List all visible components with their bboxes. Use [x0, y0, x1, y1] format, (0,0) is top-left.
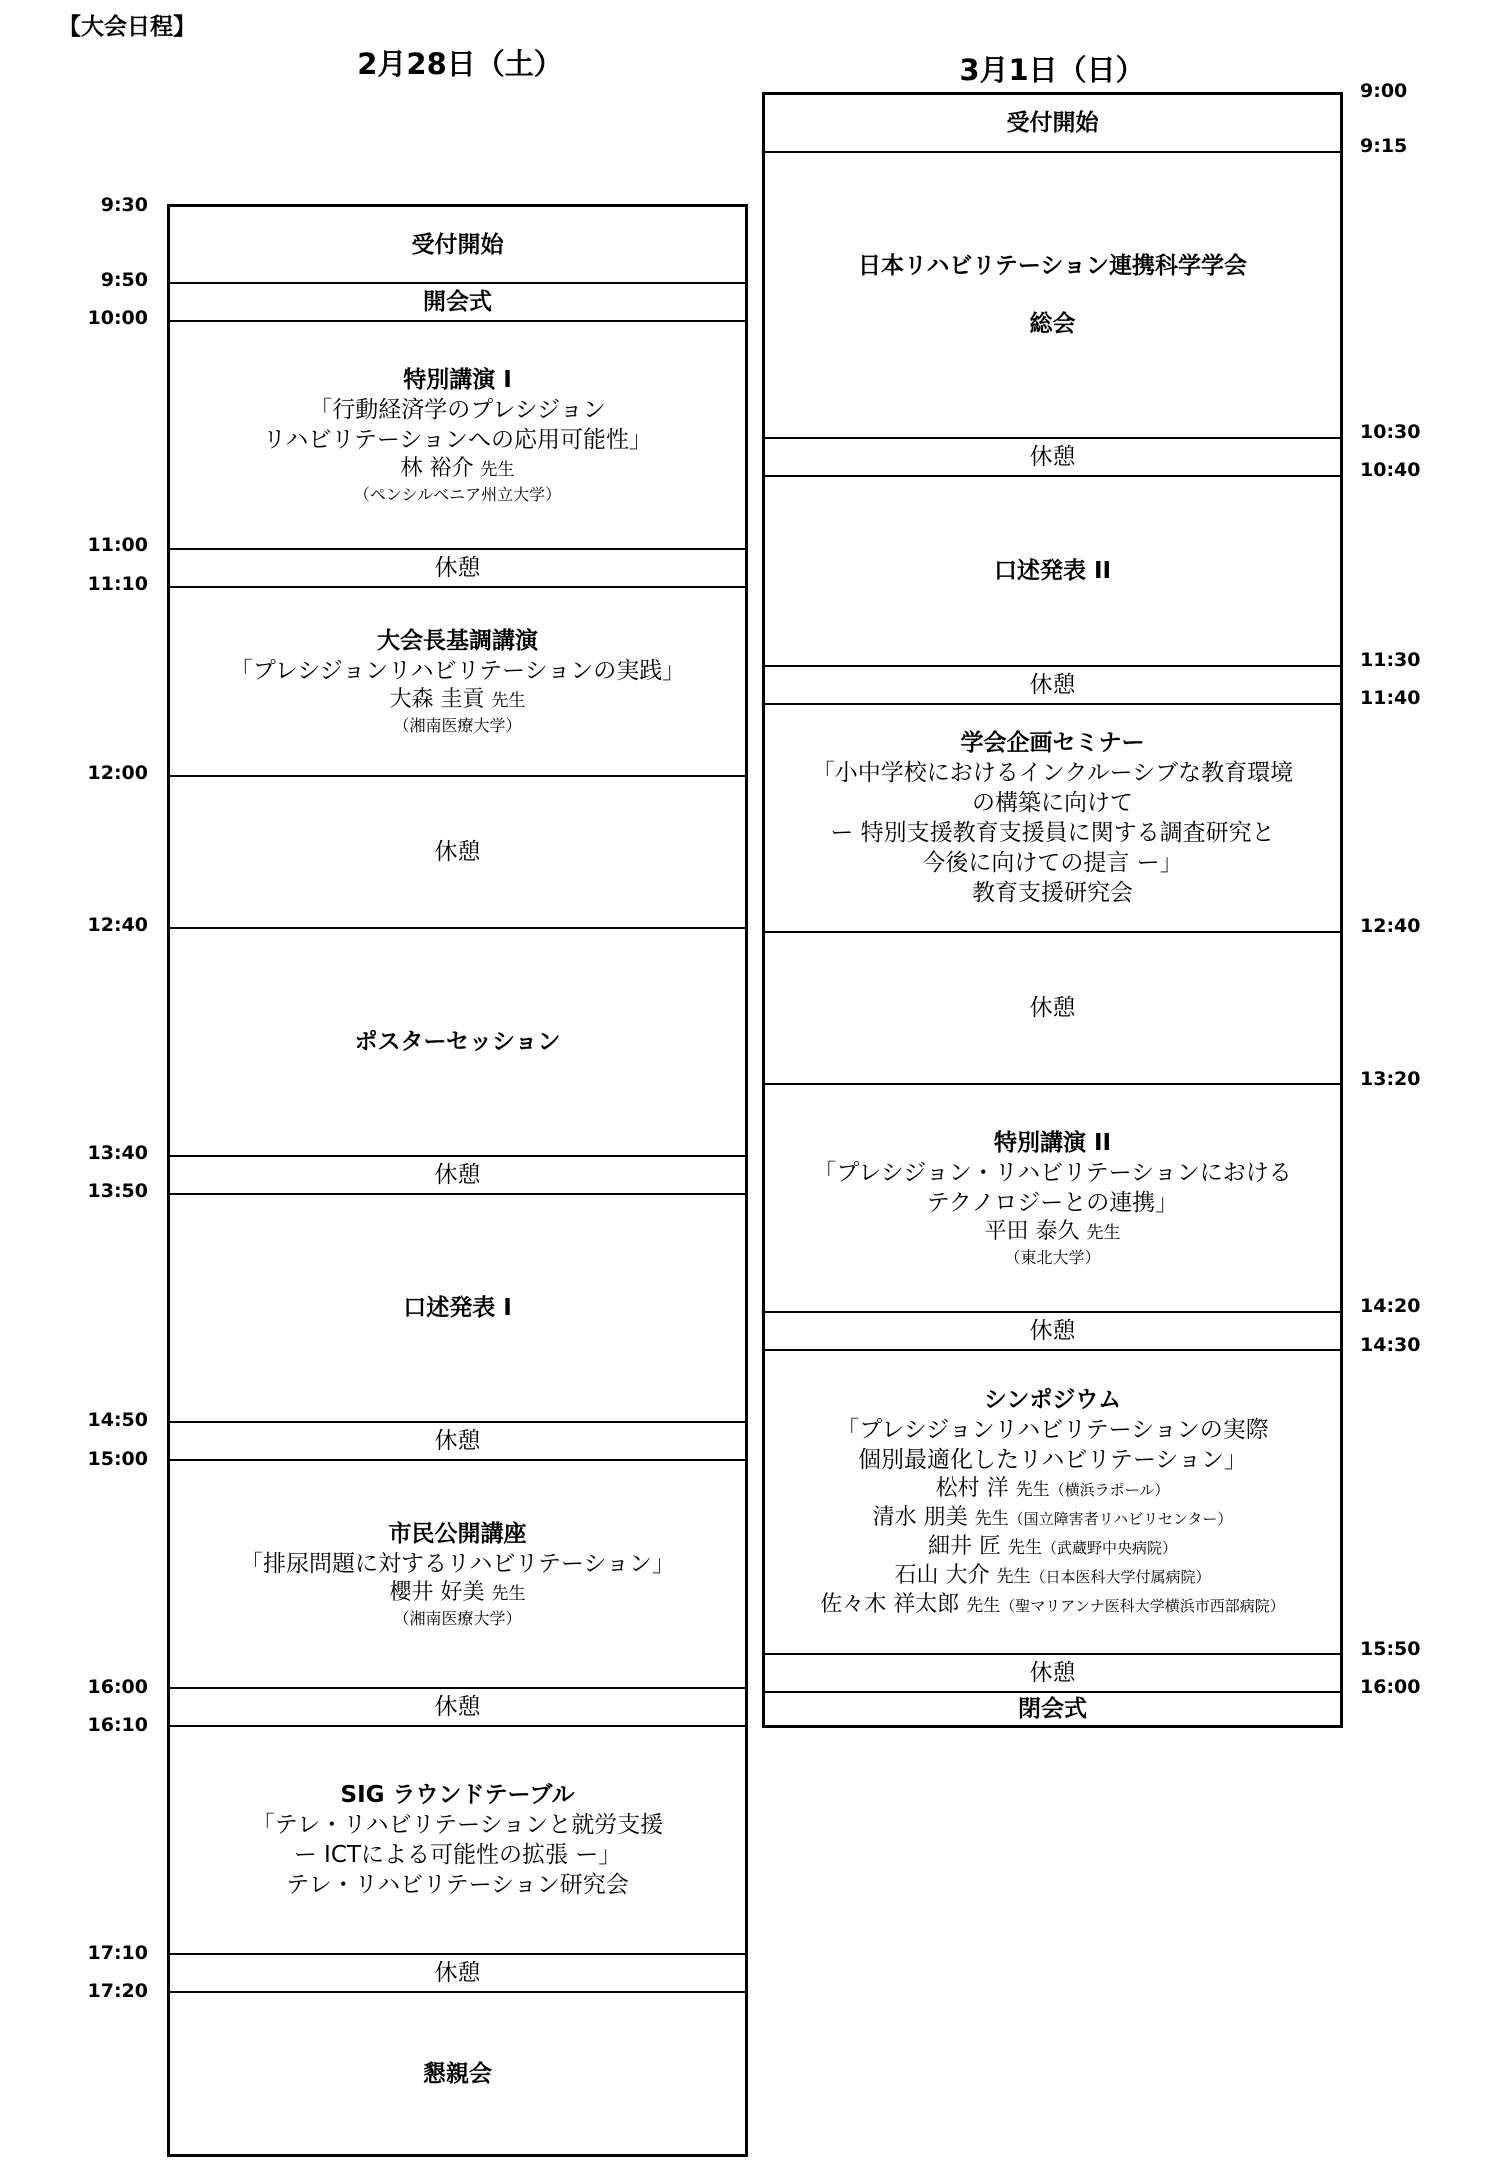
day2-time: 14:30 [1360, 1334, 1421, 1356]
day2-time: 12:40 [1360, 915, 1421, 937]
speaker-affiliation: （横浜ラポール） [1049, 1480, 1170, 1499]
break-block [765, 665, 1340, 703]
day2-time: 15:50 [1360, 1638, 1421, 1660]
speaker-name: 清水 朋美 [872, 1504, 968, 1530]
society-seminar-line3: ー 特別支援教育支援員に関する調査研究と [830, 820, 1275, 846]
sig-roundtable-title: SIG ラウンドテーブル [340, 1782, 575, 1808]
day1-reception-label: 受付開始 [411, 231, 504, 258]
day1-schedule [167, 204, 748, 2157]
symposium-speaker [820, 1591, 1284, 1620]
general-meeting-line1: 日本リハビリテーション連携科学学会 [858, 253, 1247, 279]
social-gathering-block [170, 1991, 745, 2154]
speaker-suffix: 先生 [1086, 1222, 1121, 1243]
speaker-name: 細井 匠 [927, 1533, 1001, 1559]
day2-time: 10:40 [1360, 459, 1421, 481]
day1-time: 9:50 [100, 269, 148, 291]
break-label: 休憩 [434, 555, 481, 581]
society-seminar-block [765, 703, 1340, 931]
day1-time: 11:10 [87, 573, 148, 595]
special-lecture-1-line2: リハビリテーションへの応用可能性」 [263, 426, 652, 453]
society-seminar-title: 学会企画セミナー [960, 730, 1145, 756]
speaker-suffix: 先生 [491, 1583, 526, 1604]
speaker-affiliation: （ペンシルベニア州立大学） [353, 484, 562, 504]
special-lecture-1-block [170, 320, 745, 548]
break-label: 休憩 [434, 1694, 481, 1720]
day1-time: 12:40 [87, 914, 148, 936]
speaker-name: 林 裕介 [400, 455, 474, 481]
break-block [170, 1953, 745, 1991]
public-lecture-block [170, 1459, 745, 1687]
day2-header: 3月1日（日） [959, 53, 1145, 87]
speaker-affiliation: （湘南医療大学） [393, 716, 522, 735]
day1-time: 16:10 [87, 1714, 148, 1736]
break-label: 休憩 [434, 1428, 481, 1454]
day1-time: 13:40 [87, 1142, 148, 1164]
oral-presentation-2-block [765, 475, 1340, 665]
public-lecture-line1: 「排尿問題に対するリハビリテーション」 [240, 1550, 675, 1577]
day2-schedule [762, 92, 1343, 1728]
speaker-name: 平田 泰久 [984, 1218, 1080, 1244]
society-seminar-line4: 今後に向けての提言 ー」 [922, 850, 1183, 876]
day2-reception-label: 受付開始 [1006, 110, 1099, 136]
sig-roundtable-line2: ー ICTによる可能性の拡張 ー」 [293, 1842, 622, 1868]
general-meeting-line2: 総会 [1029, 311, 1076, 337]
speaker-affiliation: （国立障害者リハビリセンター） [1008, 1509, 1233, 1528]
break-block [170, 1687, 745, 1725]
day2-time: 16:00 [1360, 1676, 1421, 1698]
special-lecture-2-title: 特別講演 II [993, 1129, 1112, 1156]
break-block [765, 931, 1340, 1083]
day1-time: 12:00 [87, 762, 148, 784]
speaker-affiliation: （東北大学） [1004, 1247, 1101, 1267]
special-lecture-1-title: 特別講演 I [403, 366, 512, 393]
speaker [390, 1579, 526, 1608]
society-seminar-line1: 「小中学校におけるインクルーシブな教育環境 [811, 760, 1294, 786]
speaker-name: 大森 圭貢 [389, 687, 485, 712]
closing-ceremony-block [765, 1691, 1340, 1725]
break-block [765, 437, 1340, 475]
day2-time: 10:30 [1360, 421, 1421, 443]
keynote-block [170, 586, 745, 775]
speaker [390, 686, 526, 715]
sig-roundtable-block [170, 1725, 745, 1953]
break-block [170, 1155, 745, 1193]
special-lecture-2-line2: テクノロジーとの連携」 [926, 1189, 1179, 1216]
break-label: 休憩 [434, 839, 481, 865]
day2-time: 14:20 [1360, 1295, 1421, 1317]
speaker [985, 1218, 1121, 1247]
day1-opening-block [170, 282, 745, 320]
special-lecture-2-block [765, 1083, 1340, 1311]
symposium-line1: 「プレシジョンリハビリテーションの実際 [836, 1416, 1269, 1443]
speaker [401, 455, 515, 484]
day1-time: 9:30 [100, 194, 148, 216]
oral-presentation-2-label: 口述発表 II [993, 558, 1112, 584]
public-lecture-title: 市民公開講座 [388, 1520, 527, 1547]
day1-time: 10:00 [87, 307, 148, 329]
break-label: 休憩 [1029, 444, 1076, 470]
oral-presentation-1-block [170, 1193, 745, 1421]
symposium-speaker [873, 1504, 1233, 1533]
speaker-affiliation: （日本医科大学付属病院） [1030, 1567, 1211, 1586]
speaker-suffix: 先生 [974, 1508, 1009, 1529]
speaker-suffix: 先生 [966, 1595, 1001, 1616]
day2-time: 11:30 [1360, 649, 1421, 671]
oral-presentation-1-label: 口述発表 I [403, 1295, 512, 1321]
day1-reception-block [170, 207, 745, 282]
speaker-suffix: 先生 [996, 1566, 1031, 1587]
social-gathering-label: 懇親会 [423, 2060, 492, 2087]
symposium-speaker [928, 1533, 1177, 1562]
page-title: 【大会日程】 [58, 14, 196, 40]
symposium-title: シンポジウム [983, 1386, 1122, 1413]
speaker-name: 櫻井 好美 [389, 1579, 485, 1605]
day1-time: 17:10 [87, 1942, 148, 1964]
speaker-affiliation: （聖マリアンナ医科大学横浜市西部病院） [1000, 1596, 1285, 1615]
break-label: 休憩 [1029, 1660, 1076, 1686]
speaker-affiliation: （湘南医療大学） [393, 1608, 522, 1628]
break-block [765, 1653, 1340, 1691]
poster-session-label: ポスターセッション [354, 1029, 561, 1055]
break-label: 休憩 [1029, 1318, 1076, 1344]
break-block [170, 1421, 745, 1459]
speaker-name: 佐々木 祥太郎 [820, 1591, 960, 1617]
society-seminar-line5: 教育支援研究会 [972, 880, 1133, 906]
break-label: 休憩 [434, 1960, 481, 1986]
keynote-title: 大会長基調講演 [377, 628, 538, 654]
break-label: 休憩 [1029, 995, 1076, 1021]
speaker-affiliation: （武蔵野中央病院） [1041, 1538, 1177, 1557]
closing-ceremony-label: 閉会式 [1018, 1696, 1087, 1722]
speaker-suffix: 先生 [480, 459, 515, 480]
break-block [765, 1311, 1340, 1349]
special-lecture-2-line1: 「プレシジョン・リハビリテーションにおける [813, 1159, 1292, 1186]
speaker-suffix: 先生 [1015, 1479, 1050, 1500]
day1-opening-label: 開会式 [423, 289, 492, 315]
poster-session-block [170, 927, 745, 1155]
day1-time: 15:00 [87, 1448, 148, 1470]
day1-time: 16:00 [87, 1676, 148, 1698]
day2-time: 13:20 [1360, 1068, 1421, 1090]
break-block [170, 775, 745, 927]
break-label: 休憩 [1029, 672, 1076, 698]
speaker-name: 石山 大介 [894, 1562, 990, 1588]
society-seminar-line2: の構築に向けて [972, 790, 1133, 816]
speaker-suffix: 先生 [1007, 1537, 1042, 1558]
symposium-speaker [936, 1475, 1170, 1504]
symposium-block [765, 1349, 1340, 1653]
day1-time: 14:50 [87, 1409, 148, 1431]
break-block [170, 548, 745, 586]
day2-reception-block [765, 95, 1340, 151]
sig-roundtable-line1: 「テレ・リハビリテーションと就労支援 [251, 1812, 664, 1838]
speaker-name: 松村 洋 [935, 1475, 1009, 1501]
day1-time: 17:20 [87, 1980, 148, 2002]
day2-time: 9:00 [1360, 80, 1408, 102]
day1-header: 2月28日（土） [357, 47, 563, 81]
sig-roundtable-line3: テレ・リハビリテーション研究会 [286, 1872, 629, 1898]
day2-time: 9:15 [1360, 135, 1408, 157]
day1-time: 13:50 [87, 1180, 148, 1202]
speaker-suffix: 先生 [491, 691, 526, 711]
general-meeting-block [765, 151, 1340, 437]
symposium-speaker [894, 1562, 1210, 1591]
break-label: 休憩 [434, 1162, 481, 1188]
day2-time: 11:40 [1360, 687, 1421, 709]
special-lecture-1-line1: 「行動経済学のプレシジョン [309, 396, 606, 423]
keynote-line1: 「プレシジョンリハビリテーションの実践」 [229, 658, 686, 684]
day1-time: 11:00 [87, 534, 148, 556]
symposium-line2: 個別最適化したリハビリテーション」 [858, 1446, 1247, 1473]
